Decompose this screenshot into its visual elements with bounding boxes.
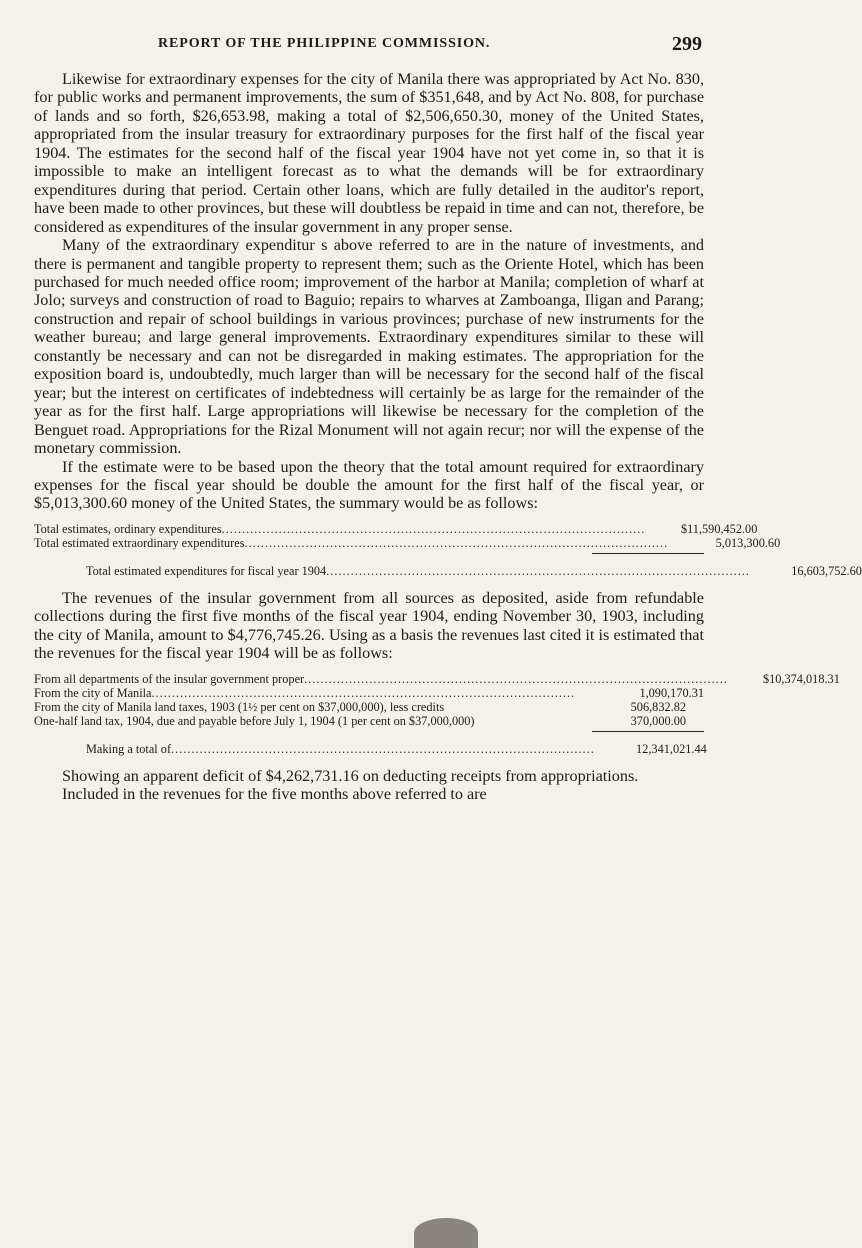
table-total-row [34,741,707,756]
sum-rule [592,553,704,554]
row-label: Total estimates, ordinary expenditures [34,521,222,536]
row-label: One-half land tax, 1904, due and payable before July 1, 1904 (1 per cent on $37,000,000) [34,713,475,728]
leader-dots: ........................................................................................................ [326,563,750,578]
paragraph-6: Included in the revenues for the five months above referred to are [62,785,487,804]
leader-dots: ........................................................................................................ [221,521,646,536]
total-amount: 16,603,752.60 [791,563,862,578]
row-amount: 1,090,170.31 [639,685,704,700]
row-label: Total estimated extraordinary expenditures [34,535,245,550]
table-total-row [34,563,862,578]
row-amount: 370,000.00 [630,713,686,728]
paragraph-2: Many of the extraordinary expenditur s above referred to are in the nature of investments, and there is permanent and tangible property to represent them; such as the Oriente Hotel, which has been purchased for much needed office room; improvement of the harbor at Manila; completion of wharf at Jolo; surveys and construction of road to Baguio; repairs to wharves at Zamboanga, Iligan and Parang; construction and repair of school buildings in various provinces; purchase of new instruments for the weather bureau; and large general improvements. Extraordinary expenditures similar to these will constantly be necessary and can not be disregarded in making estimates. The appropriation for the exposition board is, undoubtedly, much larger than will be necessary for the second half of the fiscal year; but the interest on certificates of indebtedness will certainly be as large for the remainder of the year as for the first half. Large appropriations will likewise be necessary for the completion of the Benguet road. Appropriations for the Rizal Monument will not again recur; nor will the expense of the monetary commission. [34,236,704,458]
leader-dots: ........................................................................................................ [304,671,728,686]
table-row [34,521,758,536]
paragraph-3: If the estimate were to be based upon the theory that the total amount required for extraordinary expenses for the fiscal year should be double the amount for the first half of the fiscal year, or $5,013,300.60 money of the United States, the summary would be as follows: [34,457,704,513]
table-row [34,700,704,714]
sum-rule [592,731,704,732]
row-amount: $10,374,018.31 [762,671,840,686]
row-label: From the city of Manila [34,685,152,700]
total-amount: 12,341,021.44 [636,741,707,756]
table-row [34,686,704,700]
table-row [34,714,704,728]
paragraph-5: Showing an apparent deficit of $4,262,731.16 on deducting receipts from appropriations. [62,766,639,785]
page-number: 299 [672,33,702,55]
paragraph-1: Likewise for extraordinary expenses for the city of Manila there was appropriated by Act No. 830, for public works and permanent improvements, the sum of $351,648, and by Act No. 808, for purchase of lands and so forth, $26,653.98, making a total of $2,506,650.30, money of the United States, appropriated from the insular treasury for extraordinary purposes for the first half of the fiscal year 1904. The estimates for the second half of the fiscal year 1904 have not yet come in, so that it is impossible to make an intelligent forecast as to what the demands will be for extraordinary expenditures during that period. Certain other loans, which are fully detailed in the auditor's report, have been made to other provinces, but these will doubtless be repaid in time and can not, therefore, be considered as expenditures of the insular government in any proper sense. [34,70,704,236]
total-label: Making a total of [86,741,172,756]
leader-dots: ........................................................................................................ [151,685,576,700]
leader-dots: ........................................................................................................ [171,741,595,756]
summary-table [34,521,862,578]
row-label: From the city of Manila land taxes, 1903 (1½ per cent on $37,000,000), less credits [34,699,445,714]
page-body [34,70,862,804]
row-label: From all departments of the insular government proper [34,671,305,686]
row-amount: 506,832.82 [630,699,686,714]
table-row [34,535,781,550]
revenue-table [34,671,840,756]
scan-artifact [414,1218,478,1248]
paragraph-4: The revenues of the insular government from all sources as deposited, aside from refundable collections during the first five months of the fiscal year 1904, ending November 30, 1903, including the city of Manila, amount to $4,776,745.26. Using as a basis the revenues last cited it is estimated that the revenues for the fiscal year 1904 will be as follows: [34,588,704,663]
page-header [0,33,742,56]
row-amount: 5,013,300.60 [715,535,781,550]
total-label: Total estimated expenditures for fiscal year 1904 [86,563,327,578]
table-row [34,671,840,686]
leader-dots: ........................................................................................................ [244,535,669,550]
row-amount: $11,590,452.00 [680,521,758,536]
running-title: REPORT OF THE PHILIPPINE COMMISSION. [158,36,491,51]
